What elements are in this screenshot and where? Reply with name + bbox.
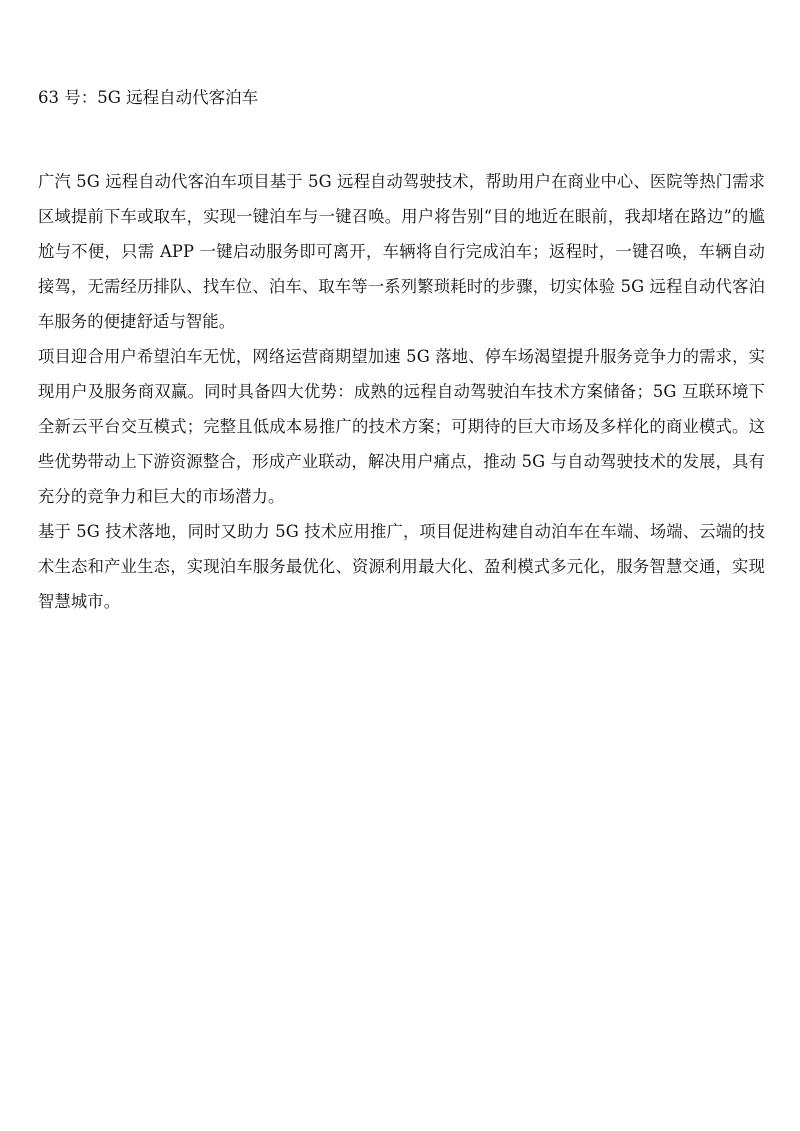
document-title: 63 号：5G 远程自动代客泊车 (38, 88, 259, 107)
document-body (38, 164, 765, 619)
paragraph-intro: 广汽 5G 远程自动代客泊车项目基于 5G 远程自动驾驶技术，帮助用户在商业中心、医院等热门需求区域提前下车或取车，实现一键泊车与一键召唤。用户将告别“目的地近在眼前，我却堵在路边”的尴尬与不便，只需 APP 一键启动服务即可离开，车辆将自行完成泊车；返程时，一键召唤，车辆自动接驾，无需经历排队、找车位、泊车、取车等一系列繁琐耗时的步骤，切实体验 5G 远程自动代客泊车服务的便捷舒适与智能。 (38, 172, 765, 331)
paragraph-advantages: 项目迎合用户希望泊车无忧，网络运营商期望加速 5G 落地、停车场渴望提升服务竞争力的需求，实现用户及服务商双赢。同时具备四大优势：成熟的远程自动驾驶泊车技术方案储备；5G 互联环境下全新云平台交互模式；完整且低成本易推广的技术方案；可期待的巨大市场及多样化的商业模式。这些优势带动上下游资源整合，形成产业联动，解决用户痛点，推动 5G 与自动驾驶技术的发展，具有充分的竞争力和巨大的市场潜力。 (38, 347, 765, 506)
paragraph-ecosystem: 基于 5G 技术落地，同时又助力 5G 技术应用推广，项目促进构建自动泊车在车端、场端、云端的技术生态和产业生态，实现泊车服务最优化、资源利用最大化、盈利模式多元化，服务智慧交通，实现智慧城市。 (38, 522, 765, 611)
